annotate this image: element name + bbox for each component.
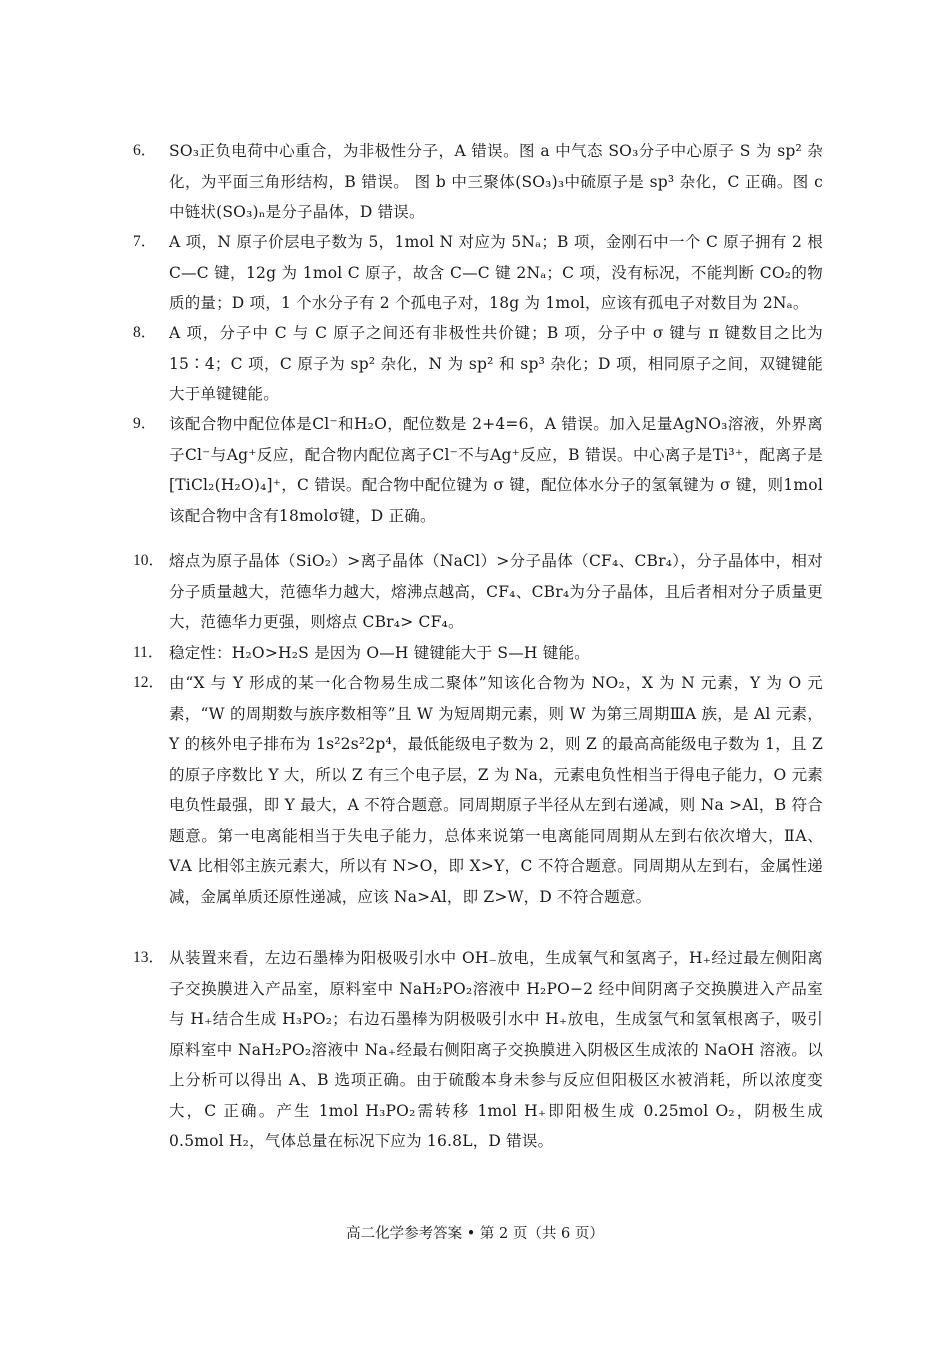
- item-text: 该配合物中配位体是Cl⁻和H₂O，配位数是 2+4=6，A 错误。加入足量AgNO₃溶液，外界离子Cl⁻与Ag⁺反应，配合物内配位离子Cl⁻不与Ag⁺反应，B 错误。中心离子是Ti³⁺，配离子是[TiCl₂(H₂O)₄]⁺，C 错误。配合物中配位键为 σ 键，配位体水分子的氢氧键为 σ 键，则1mol该配合物中含有18molσ键，D 正确。: [169, 415, 823, 525]
- item-number: 11．: [133, 644, 164, 661]
- item-text: 从装置来看，左边石墨棒为阳极吸引水中 OH₋放电，生成氧气和氢离子，H₊经过最左侧阳离子交换膜进入产品室，原料室中 NaH₂PO₂溶液中 H₂PO−2 经中间阴离子交换膜进入产品室与 H₊结合生成 H₃PO₂；右边石墨棒为阴极吸引水中 H₊放电，生成氢气和氢氧根离子，吸引原料室中 NaH₂PO₂溶液中 Na₊经最右侧阳离子交换膜进入阴极区生成浓的 NaOH 溶液。以上分析可以得出 A、B 选项正确。由于硫酸本身未参与反应但阳极区水被消耗，所以浓度变大，C 正确。产生 1mol H₃PO₂需转移 1mol H₊即阳极生成 0.25mol O₂，阴极生成 0.5mol H₂，气体总量在标况下应为 16.8L，D 错误。: [169, 949, 823, 1150]
- item-number: 9．: [133, 415, 157, 432]
- answer-item-11: [133, 638, 823, 669]
- answer-item-9: [133, 409, 823, 531]
- answer-item-12: [133, 668, 823, 912]
- item-text: A 项，N 原子价层电子数为 5，1mol N 对应为 5Nₐ；B 项，金刚石中一个 C 原子拥有 2 根 C—C 键，12g 为 1mol C 原子，故含 C—C 键 2Nₐ；C 项，没有标况，不能判断 CO₂的物质的量；D 项，1 个水分子有 2 个孤电子对，18g 为 1mol，应该有孤电子对数目为 2Nₐ。: [169, 233, 823, 312]
- answer-item-7: [133, 227, 823, 319]
- item-text: 稳定性：H₂O>H₂S 是因为 O—H 键键能大于 S—H 键能。: [169, 644, 590, 662]
- item-text: SO₃正负电荷中心重合，为非极性分子，A 错误。图 a 中气态 SO₃分子中心原子 S 为 sp² 杂化，为平面三角形结构，B 错误。 图 b 中三聚体(SO₃)₃中硫原子是 sp³ 杂化，C 正确。图 c 中链状(SO₃)ₙ是分子晶体，D 错误。: [169, 142, 823, 221]
- item-number: 6．: [133, 142, 157, 159]
- item-text: 熔点为原子晶体（SiO₂）>离子晶体（NaCl）>分子晶体（CF₄、CBr₄），分子晶体中，相对分子质量越大，范德华力越大，熔沸点越高，CF₄、CBr₄为分子晶体，且后者相对分子质量更大，范德华力更强，则熔点 CBr₄> CF₄。: [169, 552, 823, 631]
- item-number: 13．: [133, 949, 165, 966]
- item-number: 8．: [133, 324, 157, 341]
- item-number: 10．: [133, 552, 165, 569]
- page-footer: 高二化学参考答案 • 第 2 页（共 6 页）: [346, 1226, 604, 1242]
- answer-item-8: [133, 318, 823, 410]
- item-text: A 项，分子中 C 与 C 原子之间还有非极性共价键；B 项，分子中 σ 键与 π 键数目之比为 15∶4；C 项，C 原子为 sp² 杂化，N 为 sp² 和 sp³ 杂化；D 项，相同原子之间，双键键能大于单键键能。: [169, 324, 823, 403]
- answer-item-10: [133, 546, 823, 638]
- answer-item-13: [133, 943, 823, 1157]
- item-number: 7．: [133, 233, 157, 250]
- item-text: 由“X 与 Y 形成的某一化合物易生成二聚体”知该化合物为 NO₂，X 为 N 元素，Y 为 O 元素，“W 的周期数与族序数相等”且 W 为短周期元素，则 W 为第三周期ⅢA 族，是 Al 元素，Y 的核外电子排布为 1s²2s²2p⁴，最低能级电子数为 2，则 Z 的最高高能级电子数为 1，且 Z 的原子序数比 Y 大，所以 Z 有三个电子层，Z 为 Na，元素电负性相当于得电子能力，O 元素电负性最强，即 Y 最大，A 不符合题意。同周期原子半径从左到右递减，则 Na >Al，B 符合题意。第一电离能相当于失电子能力，总体来说第一电离能同周期从左到右依次增大，ⅡA、ⅤA 比相邻主族元素大，所以有 N>O，即 X>Y，C 不符合题意。同周期从左到右，金属性递减，金属单质还原性递减，应该 Na>Al，即 Z>W，D 不符合题意。: [169, 674, 823, 906]
- item-number: 12．: [133, 674, 165, 691]
- answer-item-6: [133, 136, 823, 228]
